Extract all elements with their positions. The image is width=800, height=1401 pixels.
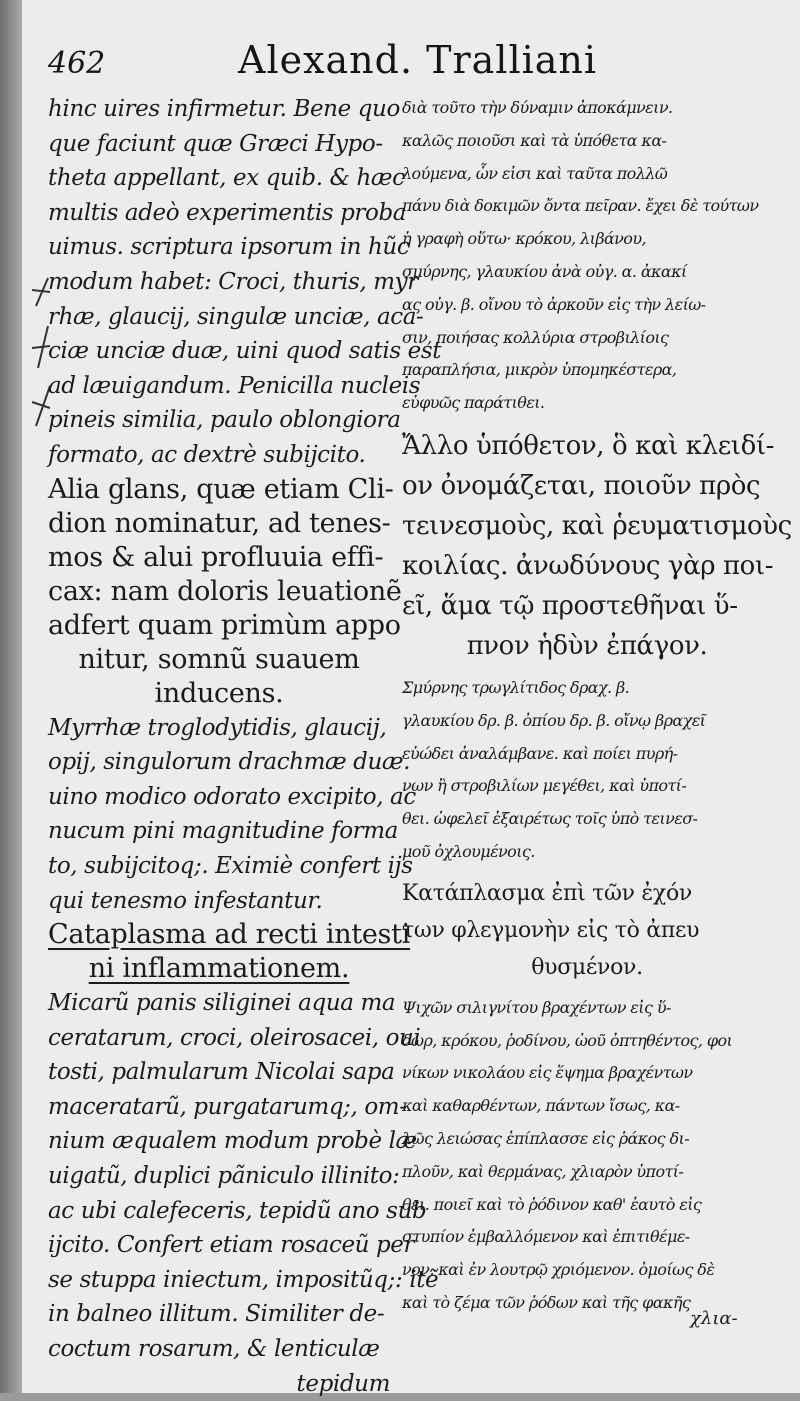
latin-line: ciæ unciæ duæ, uini quod satis est bbox=[48, 338, 442, 365]
latin-line: tosti, palmularum Nicolai sapa bbox=[48, 1059, 395, 1086]
latin-line: maceratarũ, purgatarumq;, om- bbox=[48, 1093, 407, 1120]
latin-line: Micarũ panis siliginei aqua ma bbox=[48, 990, 396, 1017]
greek-line: εὐώδει ἀναλάμβανε. καὶ ποίει πυρή- bbox=[402, 743, 678, 763]
greek-line: νον, καὶ ἐν λουτρῷ χριόμενον. ὁμοίως δὲ bbox=[402, 1260, 715, 1280]
greek-text-block-3 bbox=[402, 672, 772, 869]
greek-line: καὶ καθαρθέντων, πάντων ἴσως, κα- bbox=[402, 1096, 680, 1116]
greek-line: νων ἢ στροβιλίων μεγέθει, καὶ ὑποτί- bbox=[402, 776, 687, 796]
latin-heading-line: Cataplasma ad recti intesti bbox=[48, 919, 410, 951]
greek-section-heading bbox=[402, 875, 772, 986]
latin-line: ad læuigandum. Penicilla nucleis bbox=[48, 372, 421, 399]
latin-line: uino modico odorato excipito, ac bbox=[48, 783, 416, 810]
latin-line: in balneo illitum. Similiter de- bbox=[48, 1301, 385, 1328]
greek-line: Ἄλλο ὑπόθετον, ὃ καὶ κλειδί- bbox=[402, 430, 775, 461]
running-head: Alexand. Tralliani bbox=[238, 38, 598, 82]
greek-line: Ψιχῶν σιλιγνίτου βραχέντων εἰς ὕ- bbox=[402, 997, 671, 1017]
greek-line: λῶς λειώσας ἐπίπλασσε εἰς ῥάκος δι- bbox=[402, 1128, 690, 1148]
greek-line: τεινεσμοὺς, καὶ ῥευματισμοὺς bbox=[402, 510, 792, 541]
latin-line: uimus. scriptura ipsorum in hũc bbox=[48, 234, 410, 261]
latin-line: ceratarum, croci, oleirosacei, oui bbox=[48, 1024, 421, 1051]
latin-line: Alia glans, quæ etiam Cli- bbox=[48, 473, 394, 505]
latin-line: rhæ, glaucij, singulæ unciæ, aca- bbox=[48, 303, 424, 330]
greek-line: ἡ γραφὴ οὕτω· κρόκου, λιβάνου, bbox=[402, 229, 646, 249]
greek-line: πνον ἡδὺν ἐπάγον. bbox=[466, 630, 708, 661]
greek-line: λούμενα, ὧν εἰσι καὶ ταῦτα πολλῶ bbox=[402, 163, 668, 183]
latin-line: ac ubi calefeceris, tepidũ ano sub bbox=[48, 1197, 427, 1224]
greek-text-block-4 bbox=[402, 992, 772, 1320]
greek-line: καὶ τὸ ζέμα τῶν ῥόδων καὶ τῆς φακῆς bbox=[402, 1292, 691, 1312]
latin-line: Myrrhæ troglodytidis, glaucij, bbox=[48, 714, 387, 741]
greek-column bbox=[402, 92, 792, 1320]
latin-line: mos & alui profluuia effi- bbox=[48, 541, 384, 573]
latin-line: to, subijcitoq;. Eximiè confert ijs bbox=[48, 852, 413, 879]
latin-line: coctum rosarum, & lenticulæ bbox=[48, 1336, 380, 1363]
greek-line: εῖ, ἅμα τῷ προστεθῆναι ὕ- bbox=[402, 590, 738, 621]
latin-line: que faciunt quæ Græci Hypo- bbox=[48, 130, 383, 157]
greek-line: πάνυ διὰ δοκιμῶν ὄντα πεῖραν. ἔχει δὲ τούτων bbox=[402, 196, 759, 216]
latin-line: adfert quam primùm appo bbox=[48, 609, 401, 641]
latin-line: cax: nam doloris leuationẽ bbox=[48, 575, 402, 607]
latin-line: opij, singulorum drachmæ duæ. bbox=[48, 749, 411, 776]
greek-line: εὐφυῶς παράτιθει. bbox=[402, 393, 545, 413]
greek-heading-line: θυσμένον. bbox=[531, 954, 643, 980]
greek-line: μοῦ ὀχλουμένοις. bbox=[402, 841, 535, 861]
latin-section-heading bbox=[48, 918, 410, 986]
greek-line: σμύρνης, γλαυκίου ἀνὰ οὐγ. α. ἀκακί bbox=[402, 261, 687, 281]
latin-line: uigatũ, duplici pãniculo illinito: bbox=[48, 1163, 400, 1190]
latin-line: qui tenesmo infestantur. bbox=[48, 887, 323, 914]
greek-line: καλῶς ποιοῦσι καὶ τὰ ὑπόθετα κα- bbox=[402, 130, 667, 150]
greek-line: στυπίον ἐμβαλλόμενον καὶ ἐπιτιθέμε- bbox=[402, 1227, 690, 1247]
greek-line: κοιλίας. ἀνωδύνους γὰρ ποι- bbox=[402, 550, 774, 581]
greek-line: ον ὀνομάζεται, ποιοῦν πρὸς bbox=[402, 470, 761, 501]
book-spine-shadow bbox=[0, 0, 22, 1393]
greek-text-block-2 bbox=[402, 426, 792, 666]
greek-line: διὰ τοῦτο τὴν δύναμιν ἀποκάμνειν. bbox=[402, 98, 673, 117]
greek-line: νίκων νικολάου εἰς ἕψημα βραχέντων bbox=[402, 1063, 693, 1083]
page-header bbox=[48, 38, 668, 90]
greek-line: δωρ, κρόκου, ῥοδίνου, ὠοῦ ὀπτηθέντος, φοι bbox=[402, 1030, 733, 1050]
latin-line: se stuppa iniectum, impositũq;: itẽ bbox=[48, 1266, 439, 1293]
latin-line: multis adeò experimentis proba bbox=[48, 199, 407, 226]
latin-text-block-2 bbox=[48, 473, 402, 711]
latin-heading-line: ni inflammationem. bbox=[88, 953, 350, 985]
greek-line: Σμύρνης τρωγλίτιδος δραχ. β. bbox=[402, 677, 630, 697]
latin-last-line: tepidum bbox=[296, 1370, 390, 1397]
greek-line: θει. ποιεῖ καὶ τὸ ῥόδινον καθ' ἑαυτὸ εἰς bbox=[402, 1194, 702, 1214]
latin-text-block-1 bbox=[48, 92, 442, 473]
latin-line: hinc uires infirmetur. Bene quo bbox=[48, 96, 400, 122]
greek-heading-line: των φλεγμονὴν εἰς τὸ ἀπευ bbox=[402, 917, 700, 943]
greek-line: παραπλήσια, μικρὸν ὑπομηκέστερα, bbox=[402, 360, 677, 380]
latin-line: nucum pini magnitudine forma bbox=[48, 818, 398, 845]
latin-line: pineis similia, paulo oblongiora bbox=[48, 407, 401, 434]
greek-text-block-1 bbox=[402, 92, 772, 420]
latin-column bbox=[48, 92, 442, 1401]
latin-line: formato, ac dextrè subijcito. bbox=[48, 441, 366, 468]
greek-line: ας οὐγ. β. οἴνου τὸ ἀρκοῦν εἰς τὴν λείω- bbox=[402, 294, 706, 314]
latin-line: modum habet: Croci, thuris, myr bbox=[48, 268, 418, 295]
latin-text-block-4 bbox=[48, 986, 439, 1401]
latin-line: dion nominatur, ad tenes- bbox=[48, 507, 391, 539]
greek-line: σιν, ποιήσας κολλύρια στροβιλίοις bbox=[402, 327, 669, 347]
latin-line: ijcito. Confert etiam rosaceũ per bbox=[48, 1232, 415, 1259]
latin-line: inducens. bbox=[154, 677, 284, 709]
latin-line: nitur, somnũ suauem bbox=[78, 643, 360, 675]
latin-line: nium æqualem modum probè læ bbox=[48, 1128, 417, 1155]
greek-line: γλαυκίου δρ. β. ὀπίου δρ. β. οἴνῳ βραχεῖ bbox=[402, 710, 706, 730]
latin-line: theta appellant, ex quib. & hæc bbox=[48, 165, 405, 192]
latin-text-block-3 bbox=[48, 711, 416, 919]
greek-heading-line: Κατάπλασμα ἐπὶ τῶν ἐχόν bbox=[402, 880, 692, 906]
page-number: 462 bbox=[48, 46, 106, 81]
catchword: χλια- bbox=[690, 1308, 738, 1329]
greek-line: θει. ὠφελεῖ ἐξαιρέτως τοῖς ὑπὸ τεινεσ- bbox=[402, 809, 698, 829]
greek-line: πλοῦν, καὶ θερμάνας, χλιαρὸν ὑποτί- bbox=[402, 1161, 684, 1181]
